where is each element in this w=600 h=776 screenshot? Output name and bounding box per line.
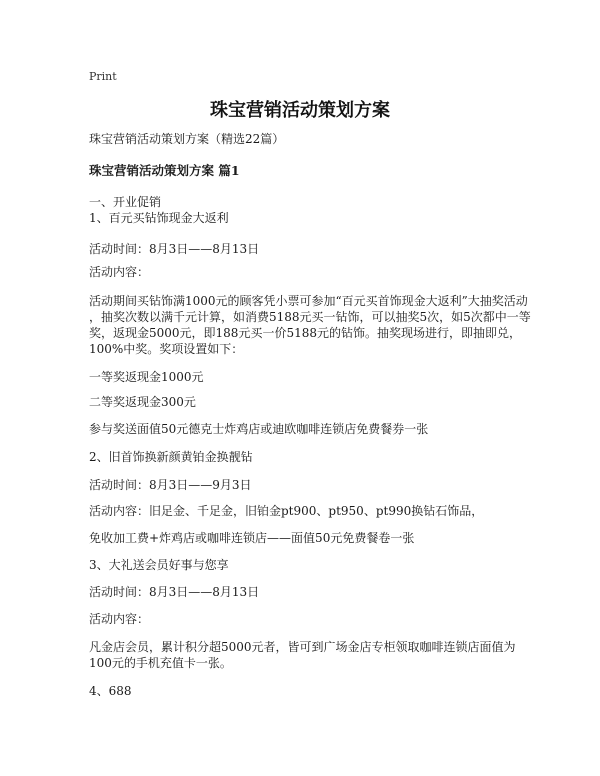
paragraph-line: 活动期间买钻饰满1000元的顾客凭小票可参加“百元买首饰现金大返利”大抽奖活动 <box>89 294 528 308</box>
item2-content: 活动内容：旧足金、千足金，旧铂金pt900、pt950、pt990换钻石饰品， <box>89 504 484 518</box>
item1-heading: 1、百元买钻饰现金大返利 <box>89 211 229 225</box>
item4-heading: 4、688 <box>89 684 132 698</box>
paragraph-line: 100%中奖。奖项设置如下： <box>89 342 244 356</box>
item2-heading: 2、旧首饰换新颜黄铂金换靓钻 <box>89 450 253 464</box>
item1-content-paragraph <box>89 293 531 357</box>
paragraph-line: 100元的手机充值卡一张。 <box>89 656 232 670</box>
document-subtitle: 珠宝营销活动策划方案（精选22篇） <box>89 132 285 146</box>
paragraph-line: 奖，返现金5000元，即188元买一价5188元的钻饰。抽奖现场进行，即抽即兑， <box>89 326 521 340</box>
item1-time: 活动时间：8月3日——8月13日 <box>89 242 260 256</box>
paragraph-line: ，抽奖次数以满千元计算，如消费5188元买一钻饰，可以抽奖5次，如5次都中一等 <box>89 310 531 324</box>
item3-content-paragraph <box>89 639 519 671</box>
item3-heading: 3、大礼送会员好事与您享 <box>89 558 229 572</box>
item2-time: 活动时间：8月3日——9月3日 <box>89 478 252 492</box>
prize-second: 二等奖返现金300元 <box>89 395 196 409</box>
item2-free-offer: 免收加工费+炸鸡店或咖啡连锁店——面值50元免费餐卷一张 <box>89 531 415 545</box>
part-heading: 一、开业促销 <box>89 195 162 209</box>
paragraph-line: 凡金店会员，累计积分超5000元者，皆可到广场金店专柜领取咖啡连锁店面值为 <box>89 640 516 654</box>
print-label: Print <box>89 70 117 83</box>
prize-participation: 参与奖送面值50元德克士炸鸡店或迪欧咖啡连锁店免费餐券一张 <box>89 422 429 436</box>
page-title: 珠宝营销活动策划方案 <box>210 100 390 121</box>
item3-time: 活动时间：8月3日——8月13日 <box>89 585 260 599</box>
prize-first: 一等奖返现金1000元 <box>89 370 204 384</box>
item3-content-label: 活动内容： <box>89 612 150 626</box>
section-heading: 珠宝营销活动策划方案 篇1 <box>89 163 240 178</box>
item1-content-label: 活动内容： <box>89 265 150 279</box>
